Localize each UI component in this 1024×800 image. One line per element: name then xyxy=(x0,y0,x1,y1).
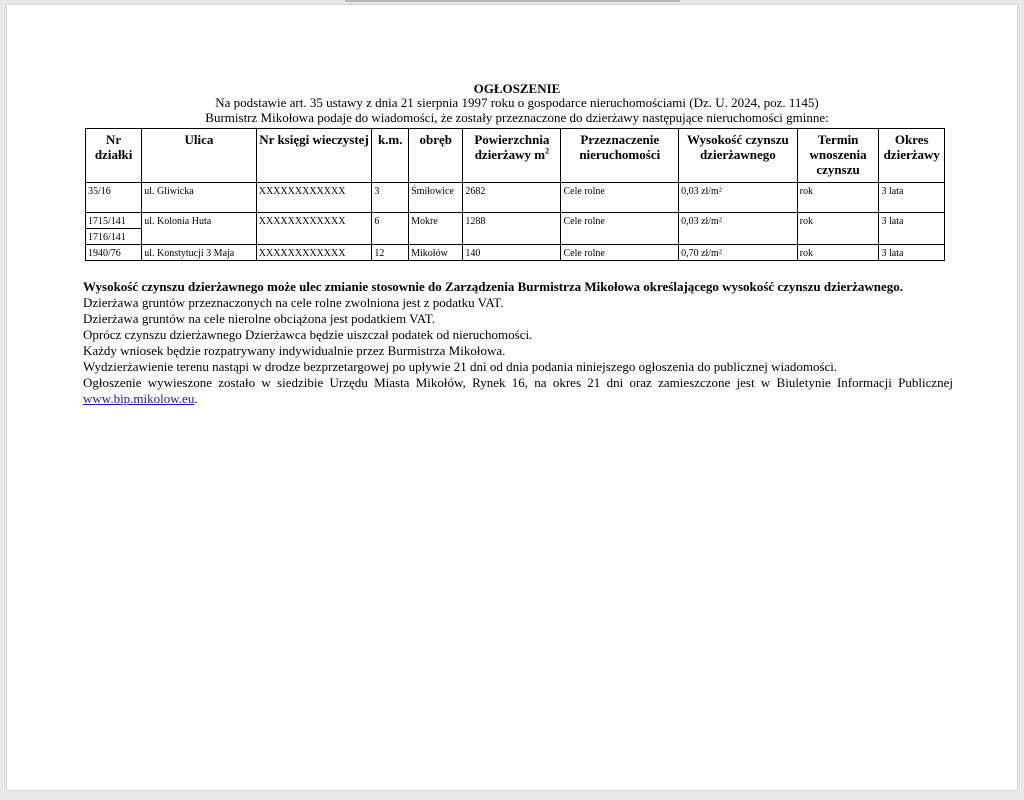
cell-nr-secondary: 1716/141 xyxy=(86,229,142,245)
cell-ulica: ul. Gliwicka xyxy=(142,183,257,213)
note-property-tax: Oprócz czynszu dzierżawnego Dzierżawca będzie uiszczał podatek od nieruchomości. xyxy=(83,327,533,342)
cell-nr: 1715/141 xyxy=(86,213,142,229)
cell-obreb: Śmiłowice xyxy=(409,183,463,213)
cell-powierzchnia: 1288 xyxy=(463,213,561,245)
intro-line-2: Burmistrz Mikołowa podaje do wiadomości, że zostały przeznaczone do dzierżawy następujące nieruchomości gminne: xyxy=(205,110,829,125)
cell-ulica: ul. Kolonia Huta xyxy=(142,213,257,245)
cell-nr: 1940/76 xyxy=(86,245,142,261)
cell-ksiega: XXXXXXXXXXXX xyxy=(256,213,372,245)
table-row xyxy=(86,245,945,261)
note-publication-end: . xyxy=(194,391,198,406)
cell-powierzchnia: 2682 xyxy=(463,183,561,213)
cell-km: 3 xyxy=(372,183,409,213)
cell-obreb: Mokre xyxy=(409,213,463,245)
header-wysokosc: Wysokość czynszu dzierżawnego xyxy=(679,129,798,183)
cell-ksiega: XXXXXXXXXXXX xyxy=(256,245,372,261)
property-table xyxy=(85,128,945,261)
header-powierzchnia-sup: 2 xyxy=(545,146,550,156)
intro-line-1: Na podstawie art. 35 ustawy z dnia 21 sierpnia 1997 roku o gospodarce nieruchomościami (Dz. U. 2024, poz. 1145) xyxy=(215,95,819,110)
cell-czynsz: 0,03 zł/m² xyxy=(679,213,798,245)
note-publication-text: Ogłoszenie wywieszone zostało w siedzibie Urzędu Miasta Mikołów, Rynek 16, na okres 21 dni oraz zamieszczone jest w Biuletynie Informacji Publicznej xyxy=(83,375,953,390)
header-km: k.m. xyxy=(372,129,409,183)
table-row xyxy=(86,183,945,213)
note-vat-exempt: Dzierżawa gruntów przeznaczonych na cele rolne zwolniona jest z podatku VAT. xyxy=(83,295,504,310)
cell-nr: 35/16 xyxy=(86,183,142,213)
cell-czynsz: 0,03 zł/m² xyxy=(679,183,798,213)
cell-przeznaczenie: Cele rolne xyxy=(561,245,679,261)
cell-ulica: ul. Konstytucji 3 Maja xyxy=(142,245,257,261)
cell-przeznaczenie: Cele rolne xyxy=(561,213,679,245)
rent-change-notice: Wysokość czynszu dzierżawnego może ulec zmianie stosownie do Zarządzenia Burmistrza Mikołowa określającego wysokość czynszu dzierżawnego. xyxy=(83,279,903,294)
table-row xyxy=(86,213,945,229)
cell-okres: 3 lata xyxy=(879,183,945,213)
cell-okres: 3 lata xyxy=(879,213,945,245)
cell-termin: rok xyxy=(797,213,879,245)
header-ulica: Ulica xyxy=(142,129,257,183)
header-nr-dzialki: Nr działki xyxy=(86,129,142,183)
header-termin: Termin wnoszenia czynszu xyxy=(797,129,879,183)
cell-powierzchnia: 140 xyxy=(463,245,561,261)
page-title: OGŁOSZENIE xyxy=(473,81,561,96)
cell-km: 6 xyxy=(372,213,409,245)
header-przeznaczenie: Przeznaczenie nieruchomości xyxy=(561,129,679,183)
header-okres: Okres dzierżawy xyxy=(879,129,945,183)
note-individual-review: Każdy wniosek będzie rozpatrywany indywidualnie przez Burmistrza Mikołowa. xyxy=(83,343,506,358)
document-page xyxy=(7,5,1017,790)
header-obreb: obręb xyxy=(409,129,463,183)
header-powierzchnia xyxy=(463,129,561,183)
note-vat-applicable: Dzierżawa gruntów na cele nierolne obciążona jest podatkiem VAT. xyxy=(83,311,435,326)
cell-ksiega: XXXXXXXXXXXX xyxy=(256,183,372,213)
cell-okres: 3 lata xyxy=(879,245,945,261)
note-publication xyxy=(83,375,953,407)
header-nr-ksiegi: Nr księgi wieczystej xyxy=(256,129,372,183)
cell-przeznaczenie: Cele rolne xyxy=(561,183,679,213)
cell-obreb: Mikołów xyxy=(409,245,463,261)
bip-link[interactable]: www.bip.mikolow.eu xyxy=(83,391,195,406)
cell-termin: rok xyxy=(797,245,879,261)
header-powierzchnia-label: Powierzchnia dzierżawy m xyxy=(474,132,550,162)
note-non-tender: Wydzierżawienie terenu nastąpi w drodze bezprzetargowej po upływie 21 dni od dnia podania niniejszego ogłoszenia do publicznej wiadomości. xyxy=(83,359,838,374)
viewer-top-strip xyxy=(345,0,680,2)
cell-termin: rok xyxy=(797,183,879,213)
table-header-row xyxy=(86,129,945,183)
cell-czynsz: 0,70 zł/m² xyxy=(679,245,798,261)
notes-section xyxy=(83,279,953,407)
cell-km: 12 xyxy=(372,245,409,261)
